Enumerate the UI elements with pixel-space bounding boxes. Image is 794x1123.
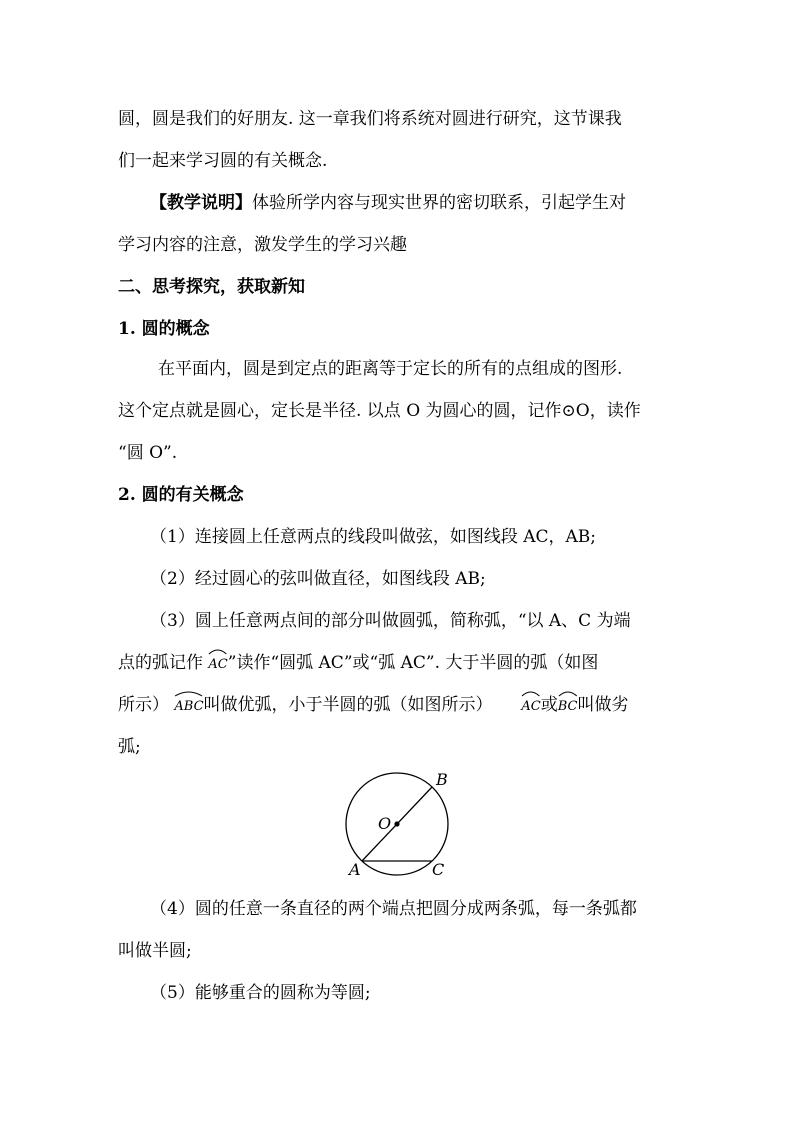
subsection-heading: 2. 圆的有关概念 (118, 485, 244, 505)
text-fragment: 所示） (118, 695, 169, 715)
list-item-line (118, 652, 598, 676)
arc-label: BC (557, 699, 578, 714)
list-item: （4）圆的任意一条直径的两个端点把圆分成两条弧，每一条弧都 (150, 899, 637, 919)
arc-notation-ac (521, 696, 540, 718)
arc-label: ABC (174, 699, 204, 714)
text-fragment: ”读作“圆弧 AC”或“弧 AC”. 大于半圆的弧（如图 (227, 653, 599, 673)
paragraph-line: 圆，圆是我们的好朋友. 这一章我们将系统对圆进行研究，这节课我 (118, 109, 622, 129)
arc-symbol-icon (521, 689, 540, 697)
arc-label: AC (521, 699, 541, 714)
subsection-heading: 1. 圆的概念 (118, 319, 210, 339)
paragraph-line: 们一起来学习圆的有关概念. (118, 151, 328, 171)
label-a: A (349, 860, 361, 879)
paragraph-line: 在平面内，圆是到定点的距离等于定长的所有的点组成的图形. (158, 359, 623, 379)
text-fragment: 或 (540, 695, 558, 715)
teaching-note-line (150, 192, 626, 214)
paragraph-line: 学习内容的注意，激发学生的学习兴趣 (118, 235, 407, 255)
list-item-line (118, 694, 628, 718)
arc-symbol-icon (174, 689, 203, 697)
label-c: C (432, 860, 445, 879)
text-fragment: 叫做优弧，小于半圆的弧（如图所示） (203, 695, 493, 715)
list-item: （3）圆上任意两点间的部分叫做圆弧，简称弧，“以 A、C 为端 (150, 611, 631, 631)
arc-symbol-icon (208, 647, 227, 655)
list-item: （5）能够重合的圆称为等圆; (150, 983, 371, 1003)
arc-label: AC (208, 657, 228, 672)
circle-figure (335, 766, 465, 882)
label-o: O (378, 814, 392, 833)
text-fragment: 叫做劣 (577, 695, 629, 715)
teaching-note-heading: 【教学说明】 (150, 193, 252, 213)
arc-notation-ac (208, 654, 227, 676)
arc-symbol-icon (558, 689, 578, 697)
paragraph-line: 这个定点就是圆心，定长是半径. 以点 O 为圆心的圆，记作⊙O，读作 (118, 401, 641, 421)
list-item: （2）经过圆心的弦叫做直径，如图线段 AB; (150, 569, 486, 589)
teaching-note-text: 体验所学内容与现实世界的密切联系，引起学生对 (252, 193, 626, 213)
list-item: （1）连接圆上任意两点的线段叫做弦，如图线段 AC，AB; (150, 527, 596, 547)
list-item-line: 叫做半圆; (118, 941, 192, 961)
arc-notation-abc (174, 696, 203, 718)
section-heading: 二、思考探究，获取新知 (118, 277, 305, 297)
text-fragment: 点的弧记作 (118, 653, 203, 673)
paragraph-line: “圆 O”. (118, 443, 178, 463)
arc-notation-bc (558, 696, 578, 718)
center-point (394, 821, 399, 826)
label-b: B (436, 770, 448, 789)
list-item-line: 弧; (118, 737, 141, 757)
